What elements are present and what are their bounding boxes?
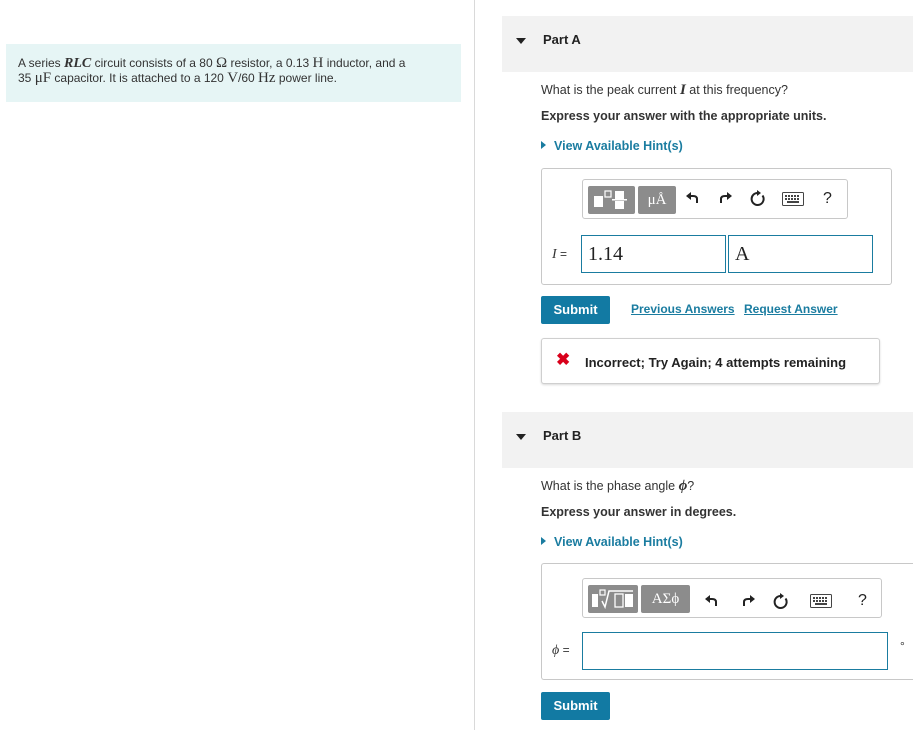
part-b-math-toolbar xyxy=(582,578,882,618)
undo-icon[interactable] xyxy=(685,190,701,212)
collapse-caret-icon[interactable] xyxy=(516,434,526,440)
phase-variable: ϕ xyxy=(678,478,688,494)
part-b-hints-toggle[interactable]: View Available Hint(s) xyxy=(541,535,683,549)
current-variable: I xyxy=(679,82,686,98)
part-b-header[interactable] xyxy=(502,412,913,468)
feedback-text: Incorrect; Try Again; 4 attempts remaining xyxy=(585,355,847,370)
keyboard-icon[interactable] xyxy=(810,594,832,614)
problem-line-2: 35 μF capacitor. It is attached to a 120 V/60 Hz power line. xyxy=(18,70,337,86)
collapse-caret-icon[interactable] xyxy=(516,38,526,44)
microfarad-unit: μF xyxy=(34,70,52,86)
phase-input-label: ϕ = xyxy=(552,643,570,658)
help-button[interactable]: ? xyxy=(823,190,832,207)
unit-input[interactable]: A xyxy=(728,235,873,273)
henry-unit: H xyxy=(312,55,324,71)
part-a-hints-toggle[interactable]: View Available Hint(s) xyxy=(541,139,683,153)
ohm-unit: Ω xyxy=(215,55,228,71)
part-a-instruction: Express your answer with the appropriate units. xyxy=(541,109,827,123)
redo-icon[interactable] xyxy=(717,190,733,212)
part-a-answer-box xyxy=(541,168,892,285)
hertz-unit: Hz xyxy=(258,70,276,86)
problem-line-1: A series RLC circuit consists of a 80 Ω resistor, a 0.13 H inductor, and a xyxy=(18,55,406,71)
expand-arrow-icon xyxy=(541,537,546,545)
keyboard-icon[interactable] xyxy=(782,192,804,212)
expand-arrow-icon xyxy=(541,141,546,149)
reset-icon[interactable] xyxy=(749,190,767,214)
volt-unit: V xyxy=(227,70,239,86)
units-button[interactable]: μÅ xyxy=(638,186,676,214)
feedback-message xyxy=(541,338,880,384)
redo-icon[interactable] xyxy=(740,593,756,615)
phase-value-input[interactable] xyxy=(582,632,888,670)
column-divider xyxy=(474,0,475,730)
part-a-math-toolbar xyxy=(582,179,848,219)
part-b-answer-box xyxy=(541,563,913,680)
current-input-label: I = xyxy=(552,247,568,262)
part-b-instruction: Express your answer in degrees. xyxy=(541,505,737,519)
problem-statement xyxy=(6,44,461,102)
part-a-header[interactable] xyxy=(502,16,913,72)
greek-symbols-button[interactable]: ΑΣϕ xyxy=(641,585,690,613)
part-b-submit-button[interactable]: Submit xyxy=(541,692,610,720)
templates-button[interactable] xyxy=(588,585,638,613)
request-answer-link[interactable]: Request Answer xyxy=(744,302,838,316)
undo-icon[interactable] xyxy=(704,593,720,615)
value-input[interactable]: 1.14 xyxy=(581,235,726,273)
reset-icon[interactable] xyxy=(772,593,790,617)
degree-unit: ° xyxy=(900,639,905,653)
incorrect-x-icon: ✖ xyxy=(556,350,571,369)
templates-icon xyxy=(588,585,638,613)
part-a-title: Part A xyxy=(543,32,581,47)
previous-answers-link[interactable]: Previous Answers xyxy=(631,302,735,316)
templates-button[interactable] xyxy=(588,186,635,214)
part-a-submit-button[interactable]: Submit xyxy=(541,296,610,324)
part-a-question: What is the peak current I at this frequency? xyxy=(541,82,788,98)
part-b-title: Part B xyxy=(543,428,582,443)
help-button[interactable]: ? xyxy=(858,592,867,609)
part-b-question: What is the phase angle ϕ? xyxy=(541,478,695,494)
templates-icon xyxy=(588,186,635,214)
circuit-symbol: RLC xyxy=(64,56,92,71)
